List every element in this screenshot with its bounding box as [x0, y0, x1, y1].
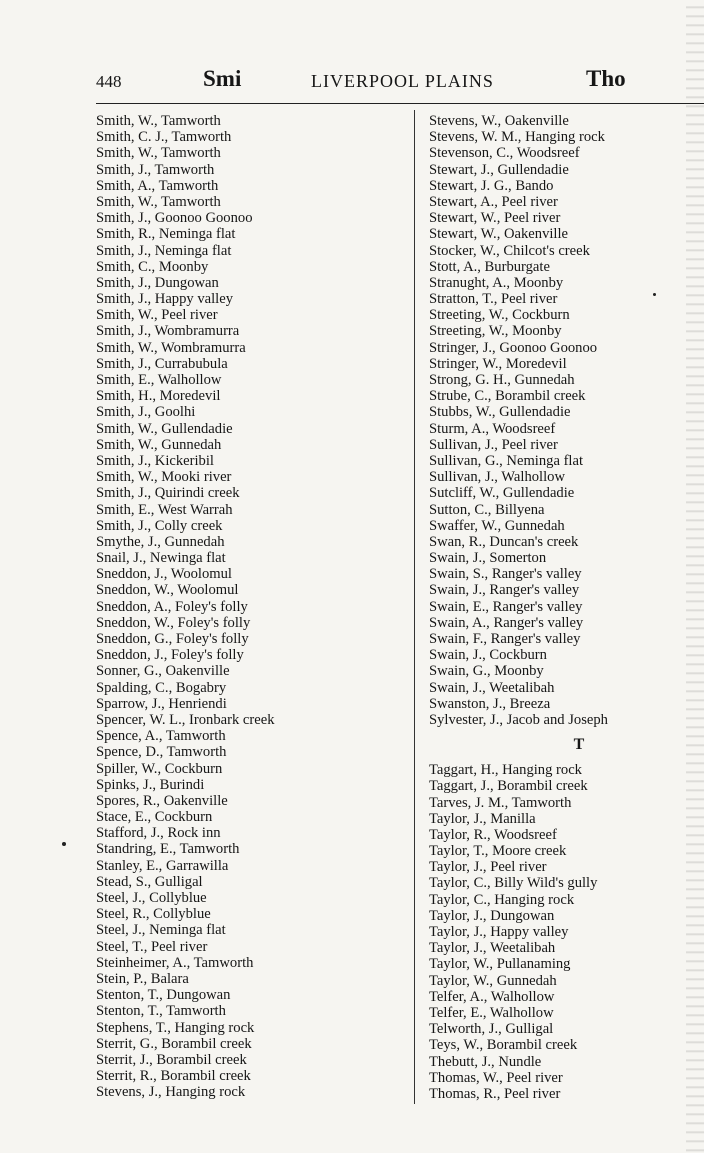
directory-entry: Stenton, T., Dungowan: [96, 987, 231, 1004]
directory-entry: Sterrit, G., Borambil creek: [96, 1035, 252, 1052]
directory-entry: Stenton, T., Tamworth: [96, 1003, 226, 1020]
directory-entry: Spiller, W., Cockburn: [96, 760, 223, 777]
directory-entry: Smith, J., Goolhi: [96, 404, 196, 421]
directory-entry: Taylor, J., Happy valley: [429, 924, 569, 940]
directory-entry: Swain, F., Ranger's valley: [429, 631, 581, 647]
directory-entry: Stace, E., Cockburn: [96, 809, 213, 826]
directory-entry: Smith, C., Moonby: [96, 258, 209, 275]
directory-entry: Sullivan, G., Neminga flat: [429, 452, 584, 469]
directory-entry: Steinheimer, A., Tamworth: [96, 954, 254, 971]
directory-entry: Swain, J., Weetalibah: [429, 679, 555, 696]
directory-entry: Sterrit, R., Borambil creek: [96, 1068, 251, 1085]
directory-entry: Swaffer, W., Gunnedah: [429, 517, 565, 534]
directory-entry: Spinks, J., Burindi: [96, 776, 205, 793]
directory-entry: Steel, J., Neminga flat: [96, 922, 226, 939]
directory-entry: Thebutt, J., Nundle: [429, 1053, 542, 1070]
directory-entry: Smith, H., Moredevil: [96, 388, 221, 405]
left-column: [96, 113, 408, 1100]
column-divider: [414, 110, 415, 1104]
directory-entry: Smythe, J., Gunnedah: [96, 533, 225, 550]
directory-entry: Sterrit, J., Borambil creek: [96, 1051, 247, 1068]
directory-entry: Smith, W., Gunnedah: [96, 436, 222, 453]
directory-entry: Swain, E., Ranger's valley: [429, 598, 583, 615]
directory-entry: Stratton, T., Peel river: [429, 291, 558, 308]
directory-entry: Stead, S., Gulligal: [96, 873, 203, 890]
directory-entry: Smith, W., Tamworth: [96, 145, 221, 162]
header-rule: [96, 103, 704, 104]
directory-entry: Sneddon, W., Woolomul: [96, 582, 239, 599]
directory-entry: Sullivan, J., Peel river: [429, 436, 558, 453]
directory-entry: Smith, J., Happy valley: [96, 291, 234, 308]
right-column: [429, 113, 699, 1102]
section-letter: T: [573, 736, 585, 754]
directory-entry: Telworth, J., Gulligal: [429, 1021, 554, 1038]
directory-entry: Smith, W., Wombramurra: [96, 339, 246, 356]
directory-entry: Stevens, W. M., Hanging rock: [429, 129, 605, 146]
directory-entry: Taggart, H., Hanging rock: [429, 762, 582, 779]
directory-entry: Smith, E., Walhollow: [96, 372, 222, 388]
directory-entry: Stocker, W., Chilcot's creek: [429, 242, 590, 259]
directory-entry: Taylor, J., Peel river: [429, 859, 547, 876]
directory-entry: Taylor, C., Hanging rock: [429, 891, 575, 908]
directory-entry: Sneddon, J., Woolomul: [96, 566, 232, 583]
right-column-t-entries: [429, 762, 699, 1102]
directory-entry: Swain, J., Somerton: [429, 550, 547, 567]
directory-entry: Stewart, A., Peel river: [429, 193, 558, 210]
directory-entry: Swain, S., Ranger's valley: [429, 566, 582, 583]
left-guide-word: Smi: [203, 66, 242, 91]
directory-entry: Stewart, W., Oakenville: [429, 226, 569, 243]
directory-entry: Stephens, T., Hanging rock: [96, 1019, 255, 1036]
directory-entry: Sturm, A., Woodsreef: [429, 420, 556, 437]
directory-entry: Swain, J., Cockburn: [429, 647, 547, 664]
directory-entry: Swain, G., Moonby: [429, 663, 544, 680]
directory-entry: Sonner, G., Oakenville: [96, 663, 230, 680]
directory-entry: Taylor, W., Pullanaming: [429, 956, 571, 973]
directory-entry: Smith, J., Currabubula: [96, 355, 228, 372]
directory-entry: Tarves, J. M., Tamworth: [429, 794, 572, 811]
directory-entry: Spencer, W. L., Ironbark creek: [96, 711, 275, 728]
directory-entry: Sneddon, G., Foley's folly: [96, 631, 249, 647]
directory-entry: Standring, E., Tamworth: [96, 841, 240, 858]
directory-entry: Thomas, R., Peel river: [429, 1085, 561, 1102]
directory-entry: Smith, W., Peel river: [96, 307, 218, 324]
directory-entry: Stevenson, C., Woodsreef: [429, 145, 580, 162]
directory-entry: Stringer, W., Moredevil: [429, 355, 567, 372]
directory-entry: Smith, W., Tamworth: [96, 193, 221, 210]
directory-entry: Smith, J., Tamworth: [96, 161, 215, 178]
directory-entry: Taggart, J., Borambil creek: [429, 778, 588, 795]
page-number: 448: [96, 72, 122, 91]
directory-entry: Smith, J., Colly creek: [96, 517, 223, 534]
page-header: [0, 66, 704, 100]
directory-entry: Streeting, W., Moonby: [429, 323, 562, 340]
directory-entry: Taylor, J., Weetalibah: [429, 940, 556, 957]
directory-entry: Strong, G. H., Gunnedah: [429, 372, 575, 388]
directory-entry: Sylvester, J., Jacob and Joseph: [429, 711, 608, 728]
directory-entry: Telfer, E., Walhollow: [429, 1004, 554, 1021]
directory-entry: Stott, A., Burburgate: [429, 258, 550, 275]
directory-entry: Smith, C. J., Tamworth: [96, 129, 232, 146]
directory-entry: Stewart, W., Peel river: [429, 210, 561, 227]
directory-entry: Spores, R., Oakenville: [96, 792, 228, 809]
directory-entry: Smith, J., Goonoo Goonoo: [96, 210, 253, 227]
directory-entry: Taylor, W., Gunnedah: [429, 972, 557, 989]
running-title: LIVERPOOL PLAINS: [311, 71, 494, 91]
directory-entry: Stewart, J. G., Bando: [429, 177, 554, 194]
directory-entry: Sparrow, J., Henriendi: [96, 695, 227, 712]
directory-entry: Taylor, J., Dungowan: [429, 907, 555, 924]
directory-entry: Stein, P., Balara: [96, 970, 189, 987]
directory-entry: Sneddon, J., Foley's folly: [96, 647, 244, 664]
directory-entry: Strube, C., Borambil creek: [429, 388, 586, 405]
directory-entry: Stringer, J., Goonoo Goonoo: [429, 339, 598, 356]
directory-entry: Smith, R., Neminga flat: [96, 226, 236, 243]
directory-entry: Telfer, A., Walhollow: [429, 988, 555, 1005]
directory-entry: Smith, W., Gullendadie: [96, 420, 233, 437]
directory-entry: Smith, A., Tamworth: [96, 177, 219, 194]
directory-entry: Teys, W., Borambil creek: [429, 1037, 578, 1054]
directory-entry: Smith, J., Quirindi creek: [96, 485, 240, 502]
directory-entry: Smith, J., Dungowan: [96, 274, 219, 291]
right-column-s-entries: [429, 113, 699, 728]
directory-entry: Taylor, C., Billy Wild's gully: [429, 875, 598, 892]
right-guide-word: Tho: [586, 66, 626, 91]
directory-entry: Sutton, C., Billyena: [429, 501, 545, 518]
directory-entry: Stubbs, W., Gullendadie: [429, 404, 571, 421]
directory-entry: Sneddon, W., Foley's folly: [96, 614, 251, 631]
directory-entry: Spalding, C., Bogabry: [96, 679, 227, 696]
directory-entry: Stevens, W., Oakenville: [429, 113, 569, 129]
directory-entry: Steel, R., Collyblue: [96, 906, 211, 923]
directory-entry: Swan, R., Duncan's creek: [429, 533, 579, 550]
directory-entry: Swain, J., Ranger's valley: [429, 582, 580, 599]
directory-entry: Taylor, T., Moore creek: [429, 843, 567, 860]
directory-entry: Snail, J., Newinga flat: [96, 550, 226, 567]
directory-entry: Thomas, W., Peel river: [429, 1069, 563, 1086]
directory-entry: Steel, J., Collyblue: [96, 890, 207, 906]
directory-entry: Smith, J., Kickeribil: [96, 452, 214, 469]
directory-entry: Smith, W., Tamworth: [96, 113, 221, 129]
directory-entry: Sullivan, J., Walhollow: [429, 469, 565, 486]
directory-entry: Sneddon, A., Foley's folly: [96, 598, 248, 615]
directory-entry: Spence, A., Tamworth: [96, 728, 226, 745]
directory-entry: Smith, J., Neminga flat: [96, 242, 232, 259]
directory-entry: Spence, D., Tamworth: [96, 744, 227, 761]
directory-entry: Stewart, J., Gullendadie: [429, 161, 569, 178]
directory-entry: Steel, T., Peel river: [96, 938, 208, 955]
directory-entry: Smith, E., West Warrah: [96, 501, 233, 518]
directory-entry: Stafford, J., Rock inn: [96, 825, 221, 842]
directory-entry: Stranught, A., Moonby: [429, 274, 564, 291]
directory-entry: Stanley, E., Garrawilla: [96, 857, 229, 874]
ink-speck: [653, 293, 656, 296]
directory-entry: Smith, J., Wombramurra: [96, 323, 240, 340]
ink-speck: [62, 842, 66, 846]
directory-entry: Stevens, J., Hanging rock: [96, 1084, 246, 1101]
directory-entry: Taylor, J., Manilla: [429, 810, 536, 827]
directory-entry: Swanston, J., Breeza: [429, 695, 551, 712]
directory-entry: Smith, W., Mooki river: [96, 469, 232, 486]
directory-entry: Sutcliff, W., Gullendadie: [429, 485, 575, 502]
directory-entry: Swain, A., Ranger's valley: [429, 614, 584, 631]
page-edge-shadow: [686, 0, 704, 1153]
directory-entry: Streeting, W., Cockburn: [429, 307, 570, 324]
directory-entry: Taylor, R., Woodsreef: [429, 826, 557, 843]
